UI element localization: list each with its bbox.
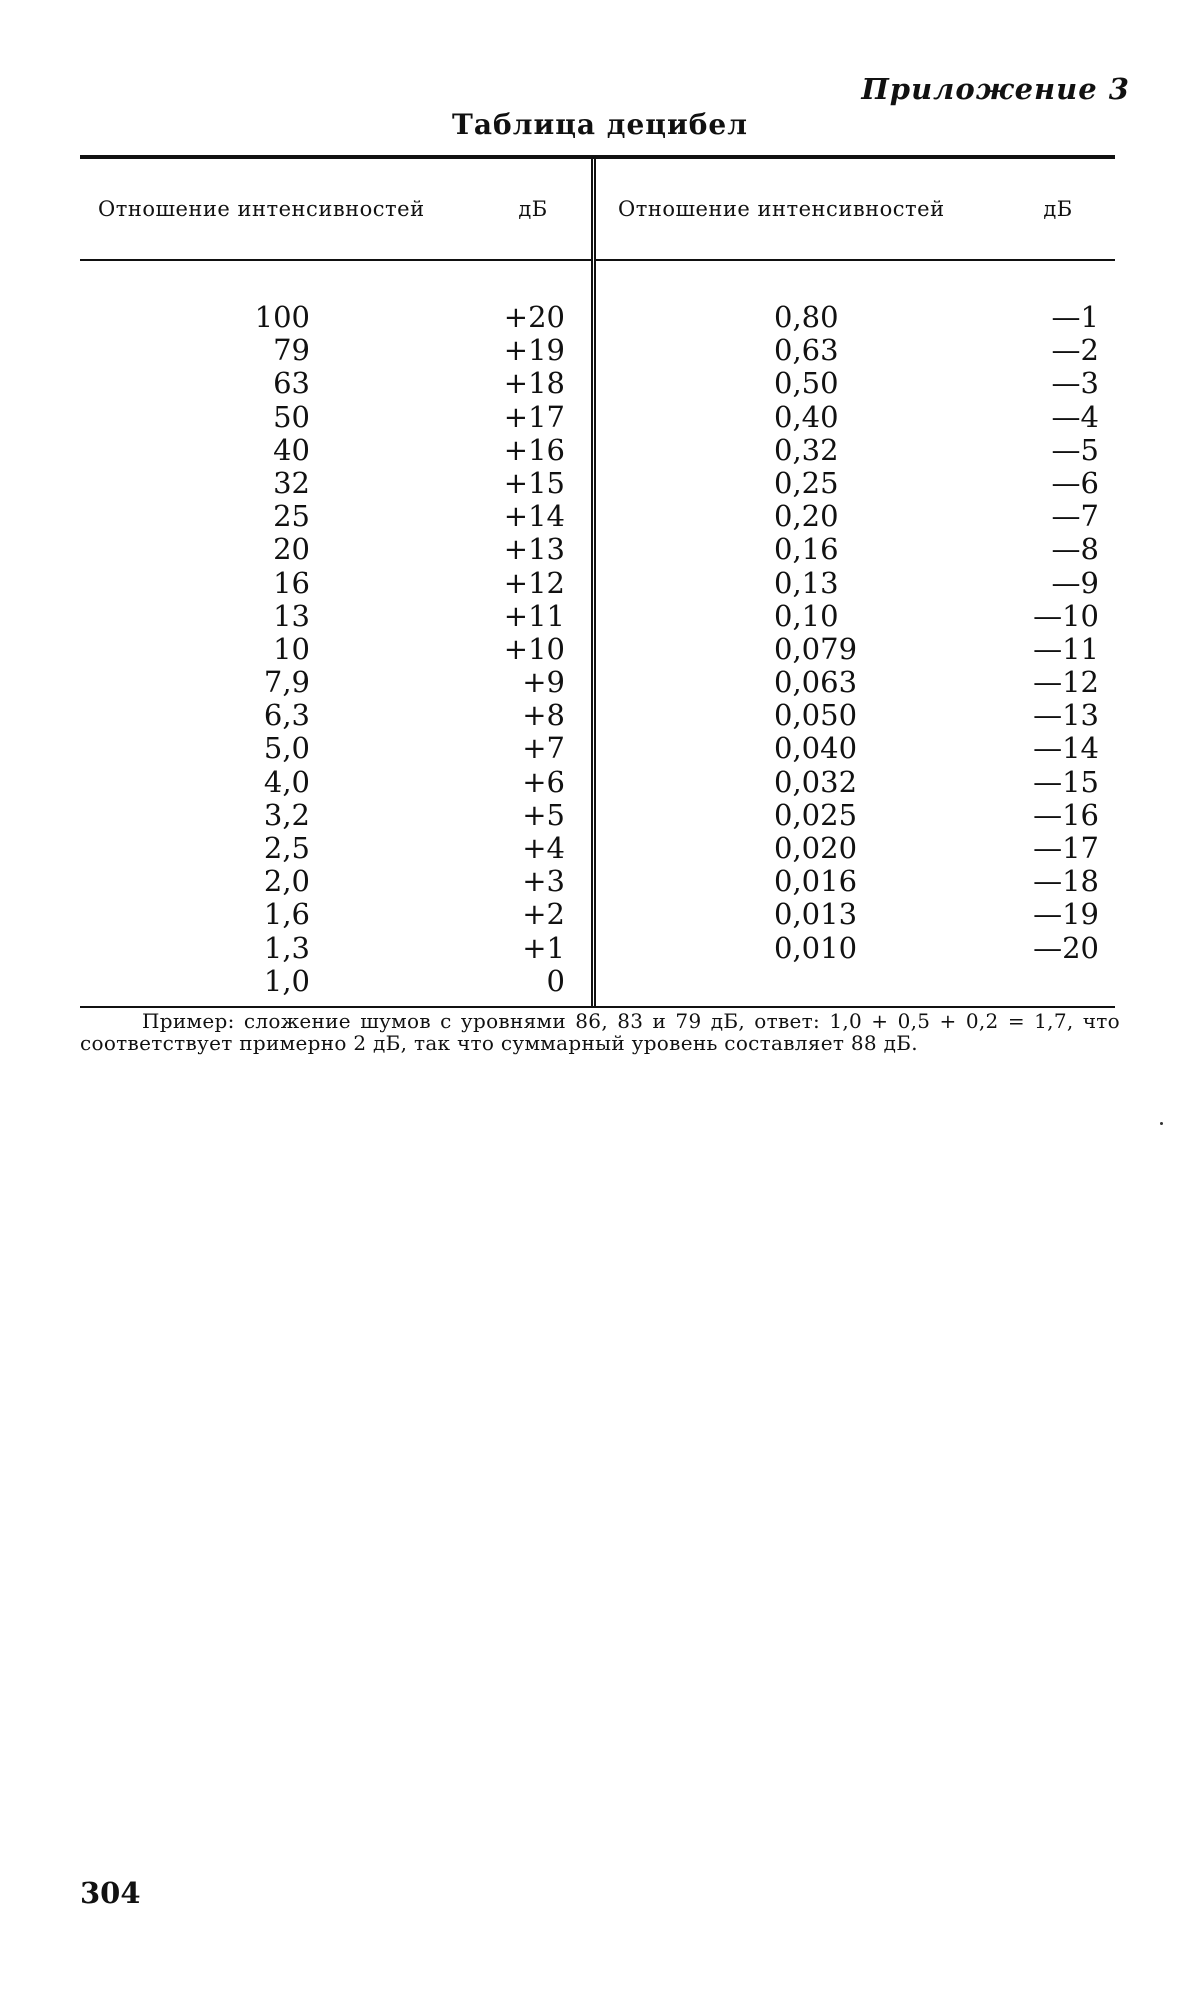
ratio-cell: 0,32 xyxy=(774,432,839,467)
db-cell: —13 xyxy=(1033,698,1099,733)
db-cell: —11 xyxy=(1033,631,1099,666)
db-cell: +3 xyxy=(522,864,565,899)
ratio-cell: 0,025 xyxy=(774,797,858,832)
db-cell: —7 xyxy=(1051,499,1099,534)
column-header-ratio: Отношение интенсивностей xyxy=(98,197,425,221)
table-row xyxy=(80,600,591,633)
db-cell: +19 xyxy=(503,333,565,368)
db-cell: +14 xyxy=(503,499,565,534)
ratio-cell: 0,20 xyxy=(774,499,839,534)
db-cell: +16 xyxy=(503,432,565,467)
ratio-cell: 2,0 xyxy=(263,864,310,899)
table-row xyxy=(80,301,591,334)
example-note: Пример: сложение шумов с уровнями 86, 83 и 79 дБ, ответ: 1,0 + 0,5 + 0,2 = 1,7, что соответствует примерно 2 дБ, так что суммарный уровень составляет 88 дБ. xyxy=(80,1009,1120,1055)
table-row xyxy=(80,367,591,400)
ratio-cell: 10 xyxy=(273,631,310,666)
ratio-cell: 0,25 xyxy=(774,465,839,500)
table-row xyxy=(596,799,1115,832)
db-cell: —12 xyxy=(1033,665,1099,700)
ratio-cell: 13 xyxy=(273,598,310,633)
table-row xyxy=(596,832,1115,865)
db-cell: —15 xyxy=(1033,764,1099,799)
ratio-cell: 0,010 xyxy=(774,930,858,965)
db-cell: +20 xyxy=(503,300,565,334)
column-header-ratio: Отношение интенсивностей xyxy=(618,197,945,221)
db-cell: +17 xyxy=(503,399,565,434)
db-cell: +4 xyxy=(522,831,565,865)
db-cell: +2 xyxy=(522,897,565,932)
table-row xyxy=(80,434,591,467)
table-right-half xyxy=(596,159,1115,1006)
table-row xyxy=(596,334,1115,367)
db-cell: +12 xyxy=(503,565,565,600)
db-cell: +9 xyxy=(522,665,565,700)
db-cell: —16 xyxy=(1033,797,1099,832)
ratio-cell: 0,80 xyxy=(774,300,839,334)
table-header-left xyxy=(80,159,591,259)
db-cell: —14 xyxy=(1033,731,1099,766)
ratio-cell: 1,3 xyxy=(263,930,310,965)
table-row xyxy=(80,965,591,998)
table-row xyxy=(80,766,591,799)
ratio-cell: 4,0 xyxy=(263,764,310,799)
print-speck xyxy=(1160,1122,1163,1125)
ratio-cell: 7,9 xyxy=(263,665,310,700)
table-row xyxy=(80,699,591,732)
table-row xyxy=(80,533,591,566)
db-cell: +7 xyxy=(522,731,565,766)
ratio-cell: 0,063 xyxy=(774,665,858,700)
table-columns xyxy=(80,159,1115,1006)
table-row xyxy=(596,666,1115,699)
ratio-cell: 0,040 xyxy=(774,731,858,766)
ratio-cell: 6,3 xyxy=(263,698,310,733)
db-cell: —17 xyxy=(1033,831,1099,865)
ratio-cell: 0,10 xyxy=(774,598,839,633)
db-cell: —1 xyxy=(1051,300,1099,334)
ratio-cell: 0,13 xyxy=(774,565,839,600)
ratio-cell: 0,016 xyxy=(774,864,858,899)
table-row xyxy=(596,567,1115,600)
db-cell: —3 xyxy=(1051,366,1099,401)
ratio-cell: 79 xyxy=(273,333,310,368)
table-row xyxy=(80,633,591,666)
table-body-left xyxy=(80,261,591,1006)
table-row xyxy=(596,699,1115,732)
table-header-right xyxy=(596,159,1115,259)
table-row xyxy=(80,467,591,500)
ratio-cell: 0,079 xyxy=(774,631,858,666)
ratio-cell: 16 xyxy=(273,565,310,600)
table-row xyxy=(80,932,591,965)
page-title: Таблица децибел xyxy=(452,108,748,141)
db-cell: +13 xyxy=(503,532,565,567)
table-row xyxy=(80,334,591,367)
table-row xyxy=(80,666,591,699)
db-cell: —18 xyxy=(1033,864,1099,899)
db-cell: +6 xyxy=(522,764,565,799)
db-cell: —20 xyxy=(1033,930,1099,965)
ratio-cell: 0,50 xyxy=(774,366,839,401)
table-row xyxy=(596,865,1115,898)
ratio-cell: 0,020 xyxy=(774,831,858,865)
db-cell: —8 xyxy=(1051,532,1099,567)
db-cell: +10 xyxy=(503,631,565,666)
table-body-right xyxy=(596,261,1115,973)
table-row xyxy=(80,832,591,865)
table-row xyxy=(596,500,1115,533)
ratio-cell: 0,050 xyxy=(774,698,858,733)
db-cell: —2 xyxy=(1051,333,1099,368)
db-cell: —10 xyxy=(1033,598,1099,633)
table-row xyxy=(596,367,1115,400)
db-cell: +11 xyxy=(503,598,565,633)
ratio-cell: 40 xyxy=(273,432,310,467)
db-cell: +18 xyxy=(503,366,565,401)
ratio-cell: 1,0 xyxy=(263,963,310,998)
ratio-cell: 0,40 xyxy=(774,399,839,434)
table-row xyxy=(596,932,1115,965)
ratio-cell: 1,6 xyxy=(263,897,310,932)
db-cell: —5 xyxy=(1051,432,1099,467)
ratio-cell: 63 xyxy=(273,366,310,401)
db-cell: —4 xyxy=(1051,399,1099,434)
ratio-cell: 50 xyxy=(273,399,310,434)
ratio-cell: 32 xyxy=(273,465,310,500)
db-cell: 0 xyxy=(546,963,565,998)
db-cell: +8 xyxy=(522,698,565,733)
table-row xyxy=(80,732,591,765)
decibel-table xyxy=(80,155,1115,1008)
db-cell: —19 xyxy=(1033,897,1099,932)
ratio-cell: 2,5 xyxy=(263,831,310,865)
ratio-cell: 100 xyxy=(254,300,310,334)
ratio-cell: 0,63 xyxy=(774,333,839,368)
table-row xyxy=(596,434,1115,467)
table-bottom-rule xyxy=(80,1006,1115,1008)
table-row xyxy=(596,600,1115,633)
table-row xyxy=(80,898,591,931)
table-row xyxy=(80,567,591,600)
ratio-cell: 0,032 xyxy=(774,764,858,799)
ratio-cell: 3,2 xyxy=(263,797,310,832)
table-row xyxy=(596,633,1115,666)
table-row xyxy=(80,799,591,832)
column-header-db: дБ xyxy=(1043,197,1073,221)
db-cell: +15 xyxy=(503,465,565,500)
db-cell: +1 xyxy=(522,930,565,965)
ratio-cell: 0,013 xyxy=(774,897,858,932)
table-row xyxy=(80,500,591,533)
table-row xyxy=(80,401,591,434)
db-cell: —6 xyxy=(1051,465,1099,500)
table-row xyxy=(596,766,1115,799)
ratio-cell: 25 xyxy=(273,499,310,534)
db-cell: —9 xyxy=(1051,565,1099,600)
table-row xyxy=(596,401,1115,434)
table-row xyxy=(596,301,1115,334)
table-row xyxy=(596,898,1115,931)
ratio-cell: 5,0 xyxy=(263,731,310,766)
table-left-half xyxy=(80,159,596,1006)
table-row xyxy=(596,533,1115,566)
appendix-label: Приложение 3 xyxy=(861,72,1130,106)
table-row xyxy=(596,467,1115,500)
ratio-cell: 20 xyxy=(273,532,310,567)
table-row xyxy=(80,865,591,898)
column-header-db: дБ xyxy=(518,197,548,221)
page-number: 304 xyxy=(80,1876,141,1910)
db-cell: +5 xyxy=(522,797,565,832)
table-row xyxy=(596,732,1115,765)
ratio-cell: 0,16 xyxy=(774,532,839,567)
